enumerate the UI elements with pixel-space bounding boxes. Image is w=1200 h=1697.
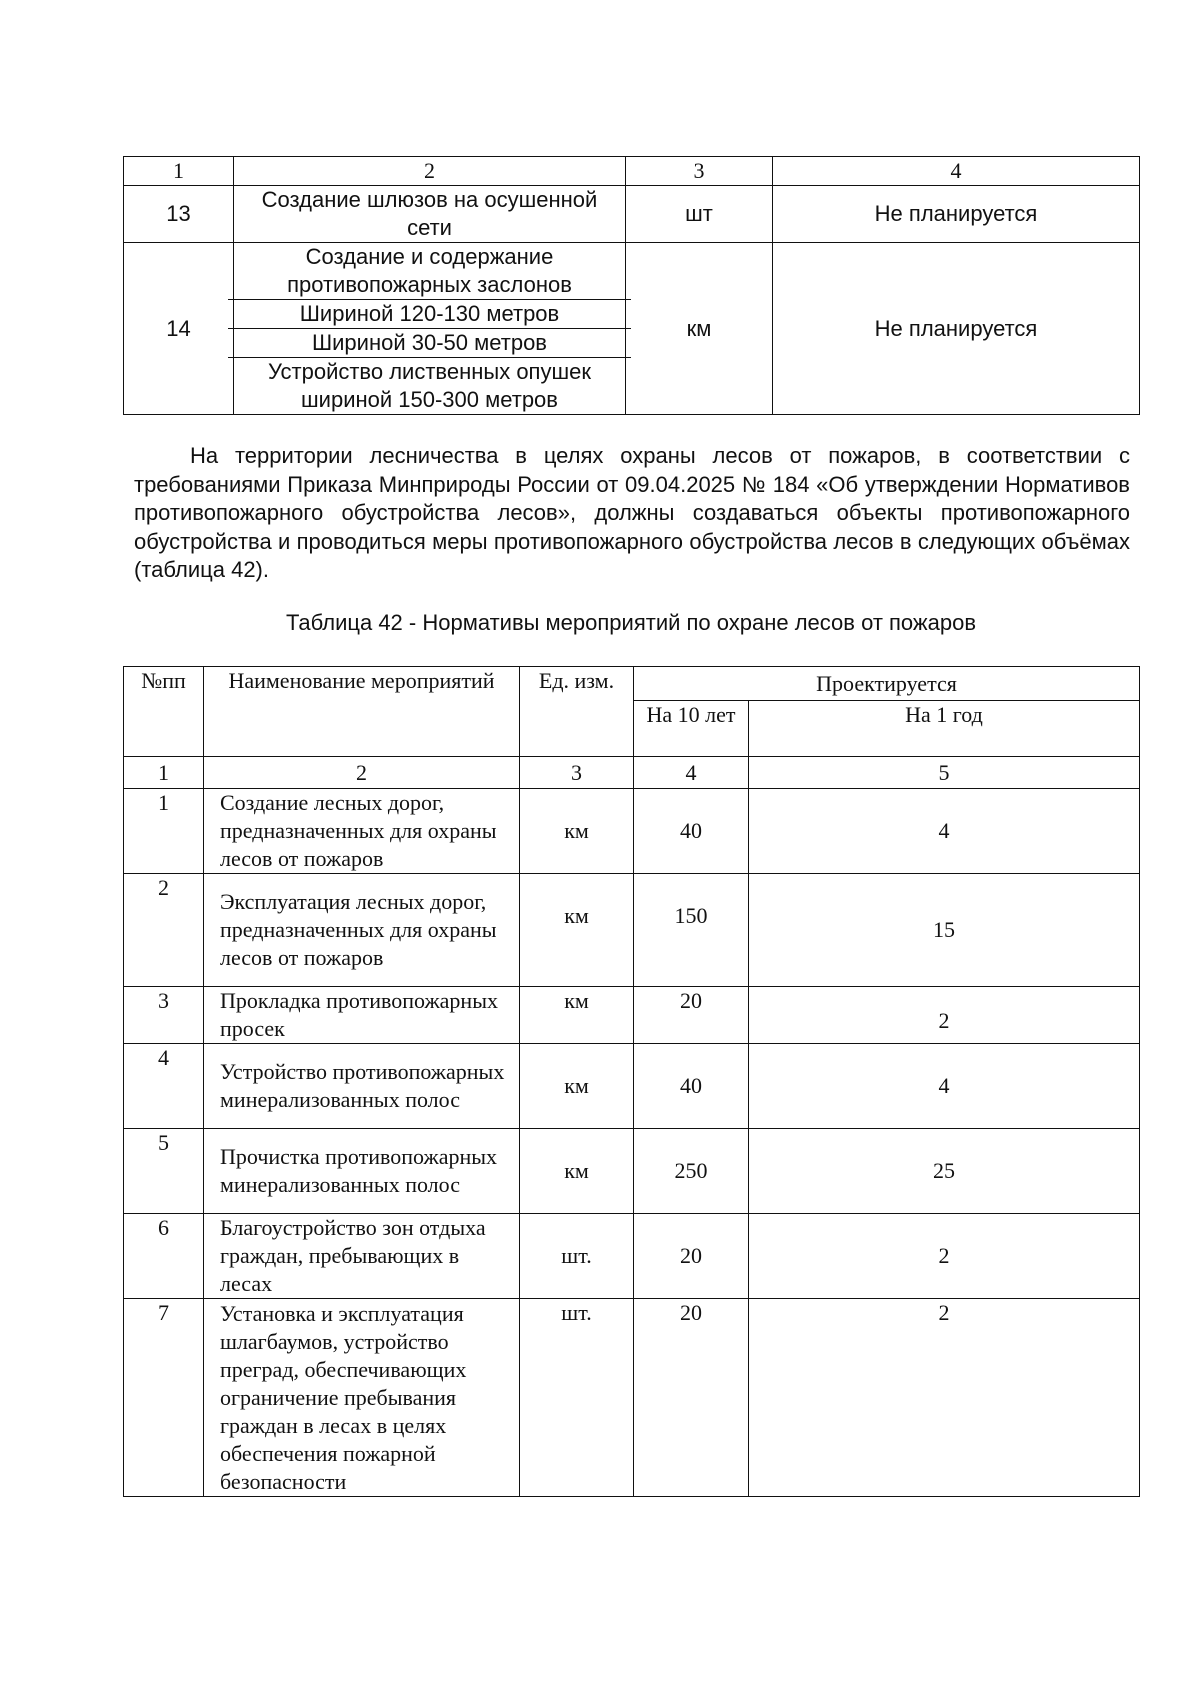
row-one: 2 bbox=[749, 987, 1140, 1044]
row-name: Установка и эксплуатация шлагбаумов, устройство преград, обеспечивающих ограничение пребывания граждан в лесах в целях обеспечения пожарной безопасности bbox=[204, 1299, 520, 1497]
table-row bbox=[124, 1044, 1140, 1129]
header-ten-years: На 10 лет bbox=[634, 701, 749, 757]
col-header: 1 bbox=[124, 157, 234, 186]
row-one: 2 bbox=[749, 1214, 1140, 1299]
row-subitem: Устройство лиственных опушек шириной 150-300 метров bbox=[268, 359, 591, 412]
row-subitem: Шириной 120-130 метров bbox=[228, 300, 631, 329]
row-ten: 20 bbox=[634, 987, 749, 1044]
table-top bbox=[123, 156, 1140, 415]
header-one-year: На 1 год bbox=[749, 701, 1140, 757]
header-name: Наименование мероприятий bbox=[204, 667, 520, 757]
row-one: 2 bbox=[749, 1299, 1140, 1497]
row-number: 2 bbox=[124, 874, 204, 987]
row-number: 5 bbox=[124, 1129, 204, 1214]
col-number: 1 bbox=[124, 757, 204, 789]
row-one: 4 bbox=[749, 1044, 1140, 1129]
col-number: 5 bbox=[749, 757, 1140, 789]
row-number: 4 bbox=[124, 1044, 204, 1129]
table-row-header bbox=[124, 157, 1140, 186]
col-number: 2 bbox=[204, 757, 520, 789]
row-unit: шт bbox=[626, 186, 773, 243]
table-header-row bbox=[124, 667, 1140, 701]
table-row bbox=[124, 874, 1140, 987]
row-ten: 40 bbox=[634, 1044, 749, 1129]
row-unit: км bbox=[520, 1129, 634, 1214]
col-header: 3 bbox=[626, 157, 773, 186]
row-subitem: Шириной 30-50 метров bbox=[228, 329, 631, 358]
table-row bbox=[124, 789, 1140, 874]
row-name-group bbox=[234, 243, 626, 415]
row-unit: шт. bbox=[520, 1299, 634, 1497]
row-number: 14 bbox=[124, 243, 234, 415]
header-unit: Ед. изм. bbox=[520, 667, 634, 757]
header-num: №пп bbox=[124, 667, 204, 757]
table-caption: Таблица 42 - Нормативы мероприятий по охране лесов от пожаров bbox=[285, 610, 977, 635]
header-projected: Проектируется bbox=[634, 667, 1140, 701]
row-unit: км bbox=[626, 243, 773, 415]
row-ten: 250 bbox=[634, 1129, 749, 1214]
row-unit: км bbox=[520, 874, 634, 987]
row-name: Устройство противопожарных минерализованных полос bbox=[204, 1044, 520, 1129]
col-header: 4 bbox=[773, 157, 1140, 186]
row-unit: шт. bbox=[520, 1214, 634, 1299]
row-name: Прокладка противопожарных просек bbox=[204, 987, 520, 1044]
row-number: 3 bbox=[124, 987, 204, 1044]
row-ten: 40 bbox=[634, 789, 749, 874]
row-name: Прочистка противопожарных минерализованных полос bbox=[204, 1129, 520, 1214]
table-row bbox=[124, 1129, 1140, 1214]
row-one: 4 bbox=[749, 789, 1140, 874]
row-number: 13 bbox=[124, 186, 234, 243]
table-row bbox=[124, 1299, 1140, 1497]
body-paragraph: На территории лесничества в целях охраны лесов от пожаров, в соответствии с требованиями Приказа Минприроды России от 09.04.2025 № 184 «Об утверждении Нормативов противопожарного обустройства лесов», должны создаваться объекты противопожарного обустройства и проводиться меры противопожарного обустройства лесов в следующих объёмах (таблица 42). bbox=[134, 443, 1130, 582]
row-name: Эксплуатация лесных дорог, предназначенных для охраны лесов от пожаров bbox=[204, 874, 520, 987]
row-one: 25 bbox=[749, 1129, 1140, 1214]
row-name: Благоустройство зон отдыха граждан, пребывающих в лесах bbox=[204, 1214, 520, 1299]
row-unit: км bbox=[520, 789, 634, 874]
table-row bbox=[124, 243, 1140, 415]
table-colnum-row bbox=[124, 757, 1140, 789]
row-number: 1 bbox=[124, 789, 204, 874]
row-value: Не планируется bbox=[773, 243, 1140, 415]
table-row bbox=[124, 987, 1140, 1044]
row-ten: 150 bbox=[634, 874, 749, 987]
row-unit: км bbox=[520, 987, 634, 1044]
col-number: 4 bbox=[634, 757, 749, 789]
table-42 bbox=[123, 666, 1140, 1497]
row-name: Создание шлюзов на осушенной сети bbox=[234, 186, 626, 243]
row-unit: км bbox=[520, 1044, 634, 1129]
row-value: Не планируется bbox=[773, 186, 1140, 243]
table-row bbox=[124, 1214, 1140, 1299]
col-number: 3 bbox=[520, 757, 634, 789]
row-number: 6 bbox=[124, 1214, 204, 1299]
row-one: 15 bbox=[749, 874, 1140, 987]
row-subitem: Создание и содержание противопожарных заслонов bbox=[228, 243, 631, 300]
row-ten: 20 bbox=[634, 1214, 749, 1299]
table-row bbox=[124, 186, 1140, 243]
col-header: 2 bbox=[234, 157, 626, 186]
row-ten: 20 bbox=[634, 1299, 749, 1497]
row-name: Создание лесных дорог, предназначенных для охраны лесов от пожаров bbox=[204, 789, 520, 874]
row-number: 7 bbox=[124, 1299, 204, 1497]
